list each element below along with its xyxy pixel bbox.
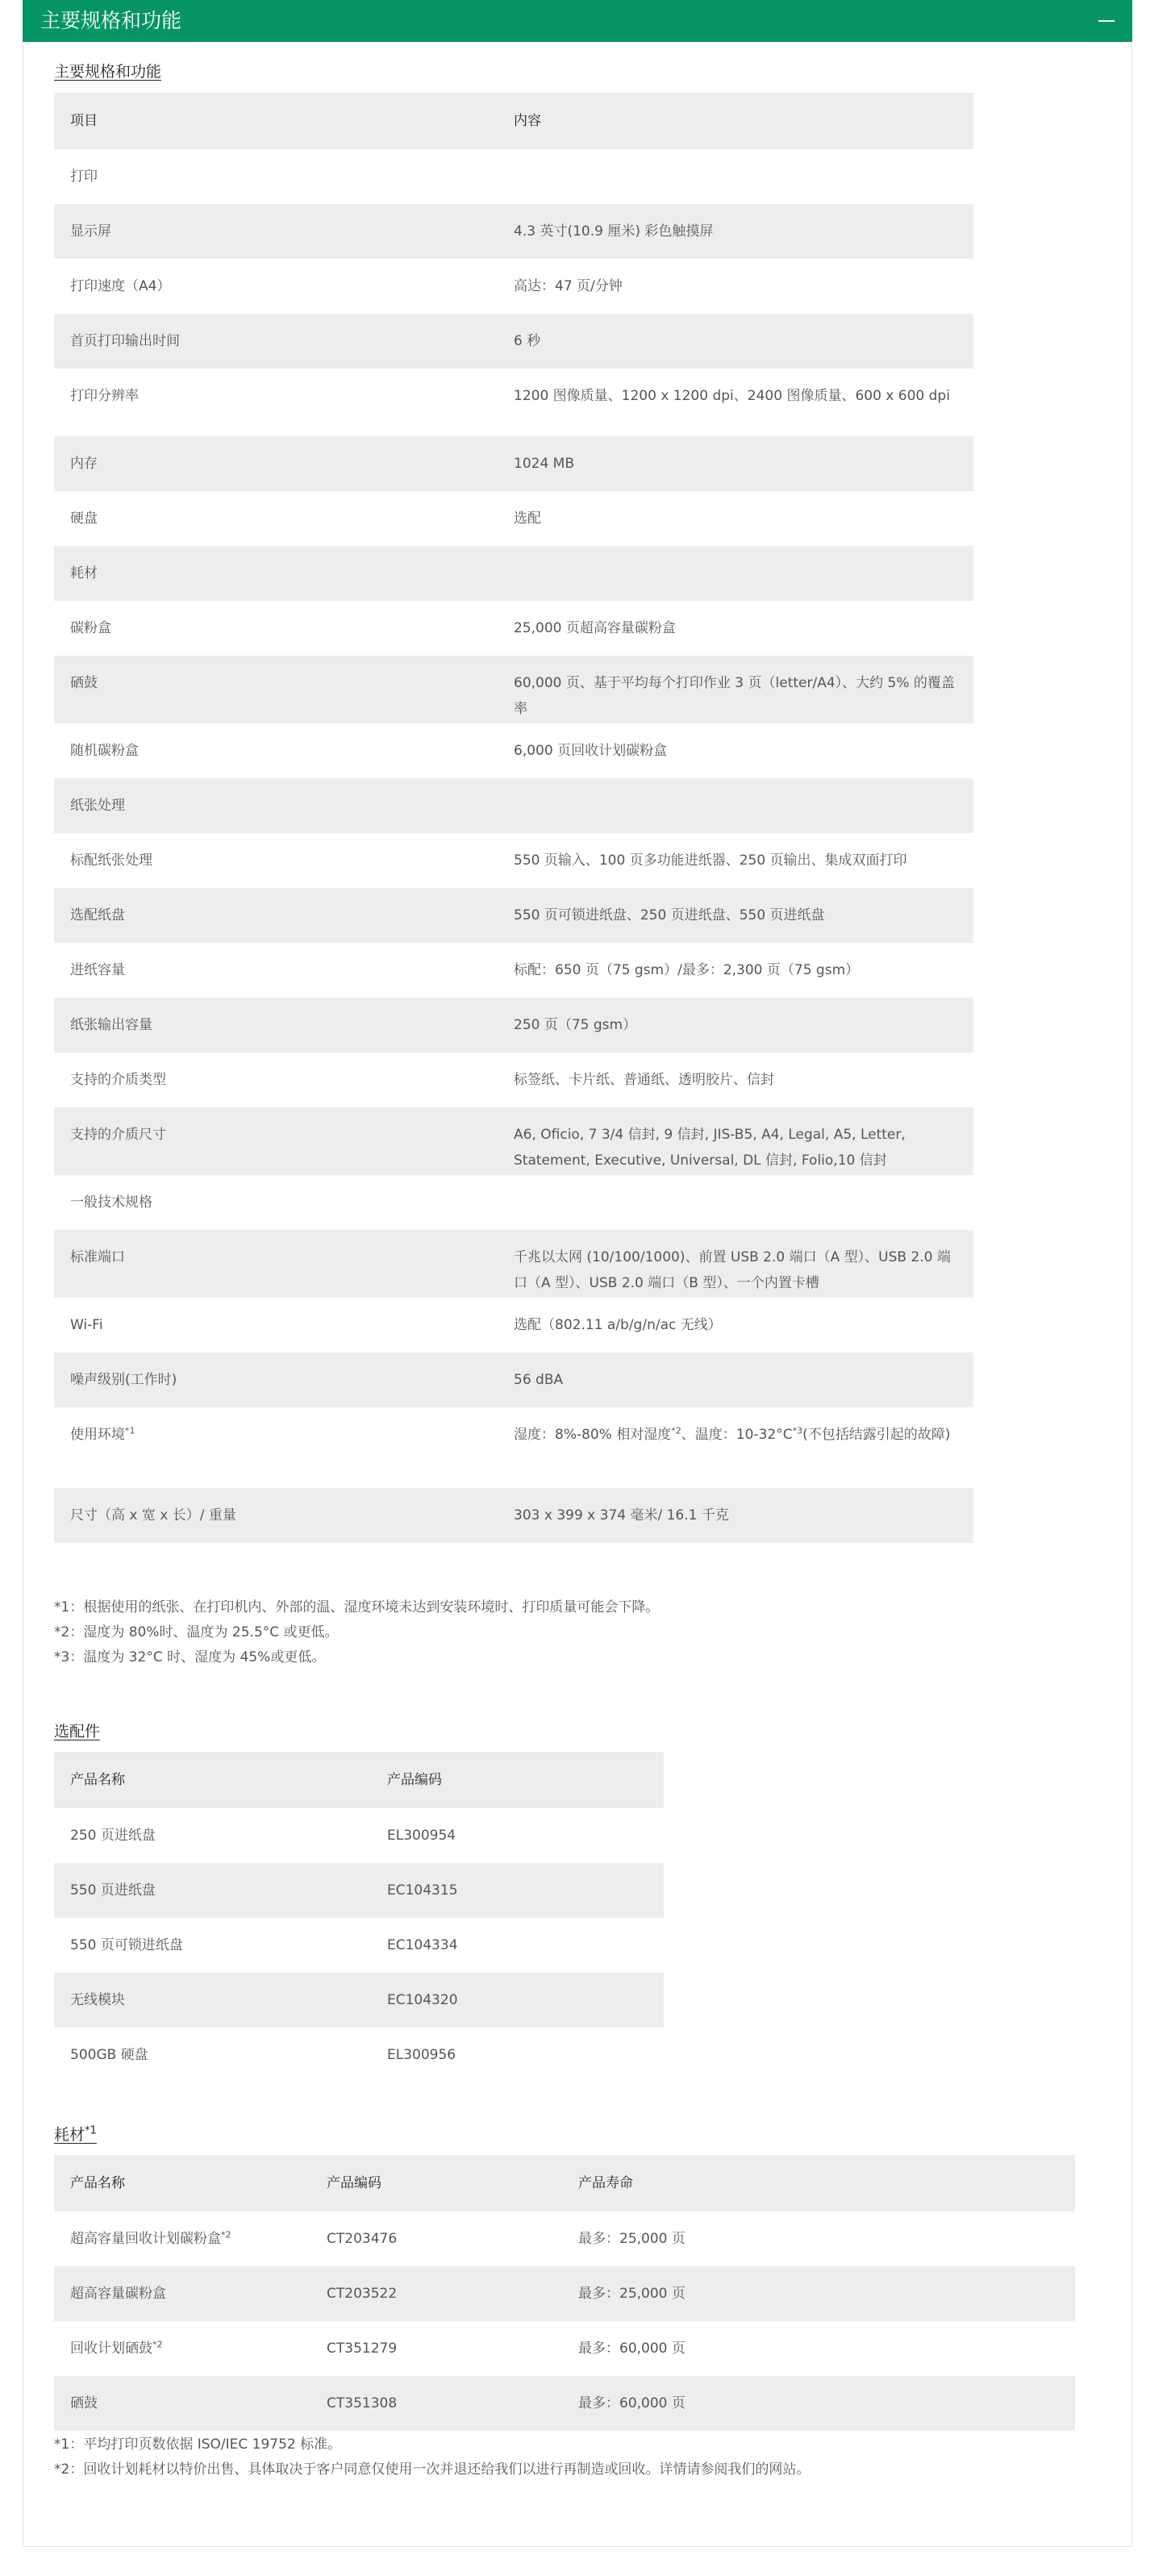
table-header-row <box>54 1752 664 1808</box>
spec-value <box>498 149 973 204</box>
spec-label: 打印速度（A4） <box>70 278 171 294</box>
spec-label: 碳粉盒 <box>70 620 111 636</box>
spec-label-text: 使用环境 <box>70 1427 125 1443</box>
specs-section-title: 主要规格和功能 <box>54 63 162 81</box>
product-code: CT203522 <box>310 2266 562 2321</box>
product-name <box>54 2266 310 2321</box>
spec-value: 4.3 英寸(10.9 厘米) 彩色触摸屏 <box>498 204 973 259</box>
spec-value: A6, Oficio, 7 3/4 信封, 9 信封, JIS-B5, A4, Legal, A5, Letter, Statement, Executive, Universal, DL 信封, Folio,10 信封 <box>498 1107 973 1175</box>
table-row <box>54 888 973 943</box>
spec-label: 首页打印输出时间 <box>54 314 498 369</box>
table-row <box>54 1863 664 1918</box>
consumables-table <box>54 2155 1075 2431</box>
product-code: CT351279 <box>327 2340 398 2357</box>
spec-value: 高达：47 页/分钟 <box>514 278 623 294</box>
spec-value <box>498 546 973 601</box>
product-life: 最多：60,000 页 <box>562 2376 1075 2431</box>
spec-label: 纸张处理 <box>54 778 498 833</box>
column-header: 产品编码 <box>371 1752 664 1808</box>
spec-label: 纸张输出容量 <box>54 998 498 1052</box>
options-table <box>54 1752 664 2082</box>
table-row <box>54 259 973 314</box>
spec-label: 打印 <box>70 169 98 185</box>
column-header: 产品编码 <box>310 2155 562 2211</box>
table-row <box>54 2028 664 2082</box>
table-row <box>54 2211 1075 2266</box>
spec-value: 6,000 页回收计划碳粉盒 <box>514 743 668 759</box>
spec-value: 标配：650 页（75 gsm）/最多：2,300 页（75 gsm） <box>514 962 860 978</box>
column-header: 产品名称 <box>54 2155 310 2211</box>
table-row <box>54 1230 973 1298</box>
spec-value <box>498 778 973 833</box>
footnote: *3：温度为 32°C 时、湿度为 45%或更低。 <box>54 1649 326 1665</box>
product-code: EC104320 <box>371 1973 664 2028</box>
footnote-ref: *2 <box>152 2339 163 2350</box>
spec-label <box>54 1407 498 1488</box>
footnote-ref: *2 <box>221 2229 231 2240</box>
spec-value: 1200 图像质量、1200 x 1200 dpi、2400 图像质量、600 x 600 dpi <box>514 388 950 404</box>
footnote-ref: *2 <box>671 1425 681 1436</box>
product-name: 500GB 硬盘 <box>70 2047 148 2063</box>
column-header: 产品名称 <box>54 1752 371 1808</box>
spec-label: 噪声级别(工作时) <box>54 1353 498 1407</box>
spec-value <box>498 1407 973 1488</box>
table-row <box>54 1488 973 1543</box>
table-row <box>54 436 973 491</box>
table-header-row <box>54 2155 1075 2211</box>
footnote: *2：回收计划耗材以特价出售、具体取决于客户同意仅使用一次并退还给我们以进行再制造或回收。详情请参阅我们的网站。 <box>54 2461 811 2478</box>
table-row <box>54 2266 1075 2321</box>
table-row <box>54 369 973 436</box>
table-row <box>54 1298 973 1353</box>
product-code: CT351308 <box>310 2376 562 2431</box>
spec-value: 60,000 页、基于平均每个打印作业 3 页（letter/A4）、大约 5% 的覆盖率 <box>498 656 973 723</box>
table-row <box>54 656 973 723</box>
spec-label: 标配纸张处理 <box>70 852 152 869</box>
table-row <box>54 1353 973 1407</box>
table-row <box>54 1052 973 1107</box>
product-name <box>54 2321 310 2376</box>
spec-label: 选配纸盘 <box>54 888 498 943</box>
spec-label: 标准端口 <box>54 1230 498 1298</box>
spec-label: 硒鼓 <box>54 656 498 723</box>
table-row <box>54 1107 973 1175</box>
column-header: 产品寿命 <box>562 2155 1075 2211</box>
spec-value: 内容 <box>498 93 973 149</box>
spec-value: 250 页（75 gsm） <box>498 998 973 1052</box>
product-name <box>54 2211 310 2266</box>
footnote: *1：平均打印页数依据 ISO/IEC 19752 标准。 <box>54 2436 342 2453</box>
product-name <box>54 2376 310 2431</box>
product-code: EC104334 <box>387 1937 458 1953</box>
spec-value: 千兆以太网 (10/100/1000)、前置 USB 2.0 端口（A 型）、USB 2.0 端口（A 型）、USB 2.0 端口（B 型）、一个内置卡槽 <box>498 1230 973 1298</box>
table-row <box>54 204 973 259</box>
footnote: *1：根据使用的纸张、在打印机内、外部的温、湿度环境未达到安装环境时、打印质量可能会下降。 <box>54 1599 660 1615</box>
spec-value-text: 湿度：8%-80% 相对湿度 <box>514 1427 672 1443</box>
table-header-row <box>54 93 973 149</box>
consumables-section-title: 耗材$^{*1}$ <box>54 2124 97 2144</box>
table-row <box>54 778 973 833</box>
spec-label: 随机碳粉盒 <box>70 743 139 759</box>
spec-label: 显示屏 <box>54 204 498 259</box>
spec-label: 尺寸（高 x 宽 x 长）/ 重量 <box>54 1488 498 1543</box>
spec-label: 耗材 <box>54 546 498 601</box>
table-row <box>54 2376 1075 2431</box>
spec-value: 6 秒 <box>498 314 973 369</box>
spec-value-text: 、温度：10-32°C <box>681 1427 793 1443</box>
options-section-title: 选配件 <box>54 1723 101 1740</box>
product-code: EC104315 <box>371 1863 664 1918</box>
footnote-ref: *3 <box>792 1425 803 1436</box>
table-row <box>54 1973 664 2028</box>
product-code: CT203476 <box>327 2231 398 2247</box>
product-name: 550 页进纸盘 <box>54 1863 371 1918</box>
specs-table <box>54 93 973 1543</box>
product-name: 无线模块 <box>54 1973 371 2028</box>
spec-value: 标签纸、卡片纸、普通纸、透明胶片、信封 <box>514 1072 774 1088</box>
spec-value: 303 x 399 x 374 毫米/ 16.1 千克 <box>498 1488 973 1543</box>
table-row <box>54 601 973 656</box>
spec-label: 项目 <box>54 93 498 149</box>
product-name: 250 页进纸盘 <box>70 1828 156 1844</box>
footnote-ref: *1 <box>125 1425 135 1436</box>
table-row <box>54 723 973 778</box>
product-name-text: 硒鼓 <box>70 2395 98 2411</box>
panel-header[interactable] <box>23 0 1132 42</box>
product-life: 最多：25,000 页 <box>578 2231 686 2247</box>
spec-value: 25,000 页超高容量碳粉盒 <box>514 620 676 636</box>
product-life: 最多：25,000 页 <box>562 2266 1075 2321</box>
spec-label: 进纸容量 <box>70 962 125 978</box>
spec-label: 支持的介质类型 <box>70 1072 166 1088</box>
table-row <box>54 943 973 998</box>
spec-label: 打印分辨率 <box>70 388 139 404</box>
spec-value: 550 页输入、100 页多功能进纸器、250 页输出、集成双面打印 <box>514 852 907 869</box>
specs-footnotes <box>54 1595 659 1670</box>
consumables-footnotes <box>54 2432 810 2482</box>
table-row <box>54 491 973 546</box>
table-row <box>54 1808 664 1863</box>
spec-value-text: (不包括结露引起的故障) <box>802 1427 951 1443</box>
product-name: 550 页可锁进纸盘 <box>70 1937 183 1953</box>
product-name-text: 超高容量碳粉盒 <box>70 2286 166 2302</box>
product-code: EL300954 <box>387 1828 456 1844</box>
table-row <box>54 149 973 204</box>
spec-label: 内存 <box>54 436 498 491</box>
spec-value: 56 dBA <box>498 1353 973 1407</box>
footnote: *2：湿度为 80%时、温度为 25.5°C 或更低。 <box>54 1624 339 1640</box>
spec-value <box>498 1175 973 1230</box>
table-row <box>54 1407 973 1488</box>
table-row <box>54 2321 1075 2376</box>
spec-value: 1024 MB <box>498 436 973 491</box>
spec-label: 一般技术规格 <box>70 1194 152 1211</box>
product-name-text: 超高容量回收计划碳粉盒 <box>70 2231 221 2247</box>
table-row <box>54 314 973 369</box>
spec-value: 550 页可锁进纸盘、250 页进纸盘、550 页进纸盘 <box>498 888 973 943</box>
table-row <box>54 546 973 601</box>
spec-value: 选配（802.11 a/b/g/n/ac 无线） <box>514 1317 722 1333</box>
table-row <box>54 833 973 888</box>
panel-title: 主要规格和功能 <box>40 9 182 32</box>
table-row <box>54 1175 973 1230</box>
spec-value: 选配 <box>514 511 541 527</box>
spec-label: 硬盘 <box>70 511 98 527</box>
product-name-text: 回收计划硒鼓 <box>70 2340 152 2357</box>
collapse-icon[interactable] <box>1094 10 1118 32</box>
product-life: 最多：60,000 页 <box>578 2340 686 2357</box>
table-row <box>54 1918 664 1973</box>
product-code: EL300956 <box>387 2047 456 2063</box>
spec-label: Wi-Fi <box>70 1317 103 1333</box>
spec-label: 支持的介质尺寸 <box>54 1107 498 1175</box>
table-row <box>54 998 973 1052</box>
